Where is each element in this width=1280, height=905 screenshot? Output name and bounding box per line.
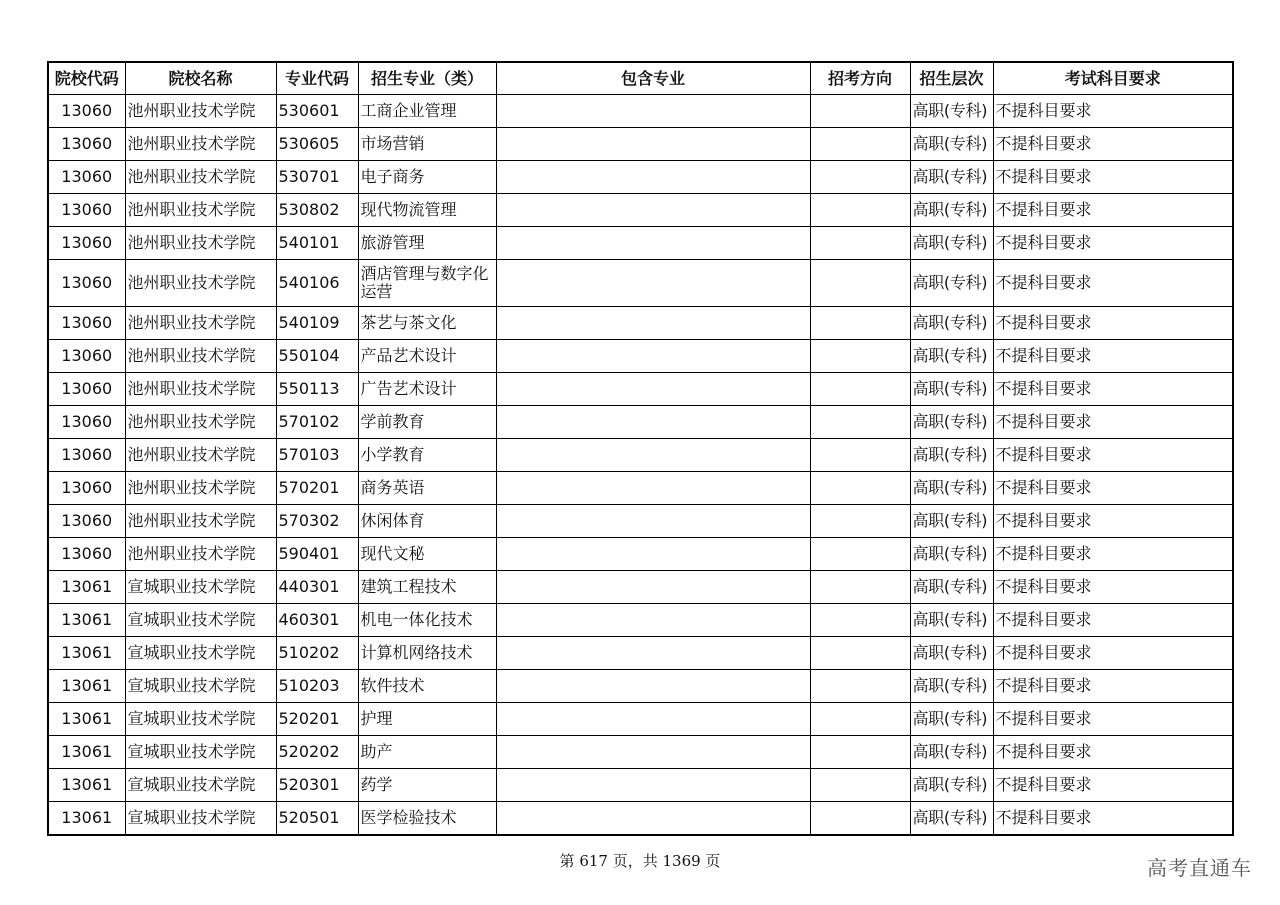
level-cell: 高职(专科) <box>910 227 993 260</box>
subject-requirement-cell: 不提科目要求 <box>993 194 1233 227</box>
school-name-cell: 池州职业技术学院 <box>125 406 276 439</box>
major-cell: 产品艺术设计 <box>358 340 496 373</box>
direction-cell <box>810 406 910 439</box>
major-cell: 小学教育 <box>358 439 496 472</box>
admissions-table <box>47 61 1234 836</box>
major-cell: 学前教育 <box>358 406 496 439</box>
school-code-cell: 13061 <box>48 769 125 802</box>
direction-cell <box>810 128 910 161</box>
table-row <box>48 439 1233 472</box>
subject-requirement-cell: 不提科目要求 <box>993 604 1233 637</box>
subject-requirement-cell: 不提科目要求 <box>993 340 1233 373</box>
table-row <box>48 95 1233 128</box>
direction-cell <box>810 373 910 406</box>
school-code-cell: 13061 <box>48 703 125 736</box>
school-name-cell: 池州职业技术学院 <box>125 538 276 571</box>
school-name-cell: 宣城职业技术学院 <box>125 802 276 836</box>
direction-cell <box>810 604 910 637</box>
table-header <box>48 62 1233 95</box>
level-cell: 高职(专科) <box>910 538 993 571</box>
major-code-cell: 520301 <box>276 769 358 802</box>
school-name-cell: 池州职业技术学院 <box>125 128 276 161</box>
major-code-cell: 570302 <box>276 505 358 538</box>
header-direction: 招考方向 <box>810 62 910 95</box>
included-majors-cell <box>496 736 810 769</box>
major-cell: 医学检验技术 <box>358 802 496 836</box>
table-body <box>48 95 1233 836</box>
school-code-cell: 13060 <box>48 340 125 373</box>
subject-requirement-cell: 不提科目要求 <box>993 637 1233 670</box>
included-majors-cell <box>496 340 810 373</box>
major-code-cell: 520501 <box>276 802 358 836</box>
school-name-cell: 池州职业技术学院 <box>125 161 276 194</box>
included-majors-cell <box>496 538 810 571</box>
included-majors-cell <box>496 604 810 637</box>
included-majors-cell <box>496 472 810 505</box>
subject-requirement-cell: 不提科目要求 <box>993 538 1233 571</box>
table-row <box>48 802 1233 836</box>
direction-cell <box>810 472 910 505</box>
subject-requirement-cell: 不提科目要求 <box>993 571 1233 604</box>
major-code-cell: 570102 <box>276 406 358 439</box>
included-majors-cell <box>496 571 810 604</box>
included-majors-cell <box>496 373 810 406</box>
major-cell: 酒店管理与数字化运营 <box>358 260 496 307</box>
major-code-cell: 530701 <box>276 161 358 194</box>
major-cell: 计算机网络技术 <box>358 637 496 670</box>
school-name-cell: 宣城职业技术学院 <box>125 703 276 736</box>
level-cell: 高职(专科) <box>910 505 993 538</box>
major-cell: 建筑工程技术 <box>358 571 496 604</box>
subject-requirement-cell: 不提科目要求 <box>993 802 1233 836</box>
school-code-cell: 13060 <box>48 373 125 406</box>
header-school-name: 院校名称 <box>125 62 276 95</box>
major-cell: 广告艺术设计 <box>358 373 496 406</box>
included-majors-cell <box>496 260 810 307</box>
school-code-cell: 13060 <box>48 538 125 571</box>
major-cell: 助产 <box>358 736 496 769</box>
level-cell: 高职(专科) <box>910 373 993 406</box>
direction-cell <box>810 703 910 736</box>
included-majors-cell <box>496 128 810 161</box>
direction-cell <box>810 260 910 307</box>
included-majors-cell <box>496 161 810 194</box>
included-majors-cell <box>496 505 810 538</box>
table-row <box>48 736 1233 769</box>
subject-requirement-cell: 不提科目要求 <box>993 373 1233 406</box>
subject-requirement-cell: 不提科目要求 <box>993 128 1233 161</box>
direction-cell <box>810 637 910 670</box>
school-code-cell: 13061 <box>48 670 125 703</box>
table-row <box>48 571 1233 604</box>
table-row <box>48 505 1233 538</box>
major-code-cell: 540101 <box>276 227 358 260</box>
school-name-cell: 宣城职业技术学院 <box>125 670 276 703</box>
major-cell: 电子商务 <box>358 161 496 194</box>
school-name-cell: 宣城职业技术学院 <box>125 571 276 604</box>
included-majors-cell <box>496 406 810 439</box>
major-cell: 市场营销 <box>358 128 496 161</box>
school-code-cell: 13061 <box>48 604 125 637</box>
level-cell: 高职(专科) <box>910 769 993 802</box>
major-code-cell: 530601 <box>276 95 358 128</box>
level-cell: 高职(专科) <box>910 736 993 769</box>
direction-cell <box>810 340 910 373</box>
watermark-logo-text: 高考直通车 <box>1147 856 1252 880</box>
subject-requirement-cell: 不提科目要求 <box>993 439 1233 472</box>
table-row <box>48 604 1233 637</box>
major-code-cell: 540106 <box>276 260 358 307</box>
subject-requirement-cell: 不提科目要求 <box>993 406 1233 439</box>
level-cell: 高职(专科) <box>910 340 993 373</box>
school-code-cell: 13060 <box>48 161 125 194</box>
subject-requirement-cell: 不提科目要求 <box>993 505 1233 538</box>
school-name-cell: 池州职业技术学院 <box>125 472 276 505</box>
school-name-cell: 池州职业技术学院 <box>125 260 276 307</box>
direction-cell <box>810 194 910 227</box>
included-majors-cell <box>496 703 810 736</box>
school-code-cell: 13060 <box>48 505 125 538</box>
school-name-cell: 宣城职业技术学院 <box>125 736 276 769</box>
level-cell: 高职(专科) <box>910 194 993 227</box>
header-included-majors: 包含专业 <box>496 62 810 95</box>
school-code-cell: 13061 <box>48 736 125 769</box>
header-subject-requirement: 考试科目要求 <box>993 62 1233 95</box>
level-cell: 高职(专科) <box>910 406 993 439</box>
direction-cell <box>810 670 910 703</box>
table-row <box>48 538 1233 571</box>
direction-cell <box>810 227 910 260</box>
major-code-cell: 540109 <box>276 307 358 340</box>
table-row <box>48 340 1233 373</box>
subject-requirement-cell: 不提科目要求 <box>993 260 1233 307</box>
subject-requirement-cell: 不提科目要求 <box>993 670 1233 703</box>
included-majors-cell <box>496 802 810 836</box>
table-row <box>48 406 1233 439</box>
school-code-cell: 13060 <box>48 194 125 227</box>
major-cell: 茶艺与茶文化 <box>358 307 496 340</box>
school-code-cell: 13060 <box>48 95 125 128</box>
level-cell: 高职(专科) <box>910 571 993 604</box>
school-name-cell: 池州职业技术学院 <box>125 340 276 373</box>
direction-cell <box>810 571 910 604</box>
major-code-cell: 520202 <box>276 736 358 769</box>
table-row <box>48 472 1233 505</box>
subject-requirement-cell: 不提科目要求 <box>993 736 1233 769</box>
level-cell: 高职(专科) <box>910 128 993 161</box>
included-majors-cell <box>496 95 810 128</box>
header-school-code: 院校代码 <box>48 62 125 95</box>
major-code-cell: 510202 <box>276 637 358 670</box>
direction-cell <box>810 538 910 571</box>
header-major-code: 专业代码 <box>276 62 358 95</box>
included-majors-cell <box>496 194 810 227</box>
level-cell: 高职(专科) <box>910 472 993 505</box>
level-cell: 高职(专科) <box>910 703 993 736</box>
major-code-cell: 550113 <box>276 373 358 406</box>
school-code-cell: 13060 <box>48 307 125 340</box>
school-name-cell: 池州职业技术学院 <box>125 373 276 406</box>
school-code-cell: 13060 <box>48 260 125 307</box>
subject-requirement-cell: 不提科目要求 <box>993 95 1233 128</box>
table-row <box>48 703 1233 736</box>
subject-requirement-cell: 不提科目要求 <box>993 703 1233 736</box>
school-name-cell: 池州职业技术学院 <box>125 307 276 340</box>
subject-requirement-cell: 不提科目要求 <box>993 769 1233 802</box>
header-level: 招生层次 <box>910 62 993 95</box>
major-code-cell: 440301 <box>276 571 358 604</box>
direction-cell <box>810 505 910 538</box>
major-code-cell: 590401 <box>276 538 358 571</box>
school-code-cell: 13060 <box>48 439 125 472</box>
school-name-cell: 池州职业技术学院 <box>125 439 276 472</box>
header-row <box>48 62 1233 95</box>
included-majors-cell <box>496 307 810 340</box>
major-cell: 商务英语 <box>358 472 496 505</box>
major-code-cell: 570103 <box>276 439 358 472</box>
level-cell: 高职(专科) <box>910 260 993 307</box>
school-name-cell: 宣城职业技术学院 <box>125 769 276 802</box>
table-row <box>48 670 1233 703</box>
table-row <box>48 307 1233 340</box>
table-row <box>48 769 1233 802</box>
table-row <box>48 128 1233 161</box>
major-code-cell: 570201 <box>276 472 358 505</box>
school-code-cell: 13060 <box>48 227 125 260</box>
level-cell: 高职(专科) <box>910 161 993 194</box>
level-cell: 高职(专科) <box>910 637 993 670</box>
level-cell: 高职(专科) <box>910 95 993 128</box>
major-cell: 旅游管理 <box>358 227 496 260</box>
table-row <box>48 194 1233 227</box>
table-row <box>48 637 1233 670</box>
major-cell: 机电一体化技术 <box>358 604 496 637</box>
direction-cell <box>810 95 910 128</box>
header-major: 招生专业（类） <box>358 62 496 95</box>
direction-cell <box>810 802 910 836</box>
school-code-cell: 13061 <box>48 571 125 604</box>
included-majors-cell <box>496 227 810 260</box>
direction-cell <box>810 161 910 194</box>
page-number: 第 617 页，共 1369 页 <box>559 852 721 870</box>
school-name-cell: 池州职业技术学院 <box>125 227 276 260</box>
major-code-cell: 530802 <box>276 194 358 227</box>
major-cell: 软件技术 <box>358 670 496 703</box>
table-row <box>48 260 1233 307</box>
major-cell: 护理 <box>358 703 496 736</box>
included-majors-cell <box>496 637 810 670</box>
subject-requirement-cell: 不提科目要求 <box>993 227 1233 260</box>
table-row <box>48 373 1233 406</box>
school-name-cell: 池州职业技术学院 <box>125 194 276 227</box>
direction-cell <box>810 769 910 802</box>
direction-cell <box>810 439 910 472</box>
subject-requirement-cell: 不提科目要求 <box>993 472 1233 505</box>
major-code-cell: 460301 <box>276 604 358 637</box>
level-cell: 高职(专科) <box>910 670 993 703</box>
school-name-cell: 宣城职业技术学院 <box>125 604 276 637</box>
major-code-cell: 530605 <box>276 128 358 161</box>
school-code-cell: 13060 <box>48 128 125 161</box>
major-code-cell: 520201 <box>276 703 358 736</box>
direction-cell <box>810 736 910 769</box>
school-code-cell: 13061 <box>48 802 125 836</box>
table-row <box>48 227 1233 260</box>
subject-requirement-cell: 不提科目要求 <box>993 307 1233 340</box>
level-cell: 高职(专科) <box>910 604 993 637</box>
subject-requirement-cell: 不提科目要求 <box>993 161 1233 194</box>
school-code-cell: 13060 <box>48 406 125 439</box>
level-cell: 高职(专科) <box>910 439 993 472</box>
major-cell: 药学 <box>358 769 496 802</box>
school-name-cell: 宣城职业技术学院 <box>125 637 276 670</box>
included-majors-cell <box>496 670 810 703</box>
major-code-cell: 510203 <box>276 670 358 703</box>
school-code-cell: 13061 <box>48 637 125 670</box>
level-cell: 高职(专科) <box>910 307 993 340</box>
school-name-cell: 池州职业技术学院 <box>125 95 276 128</box>
included-majors-cell <box>496 439 810 472</box>
school-code-cell: 13060 <box>48 472 125 505</box>
major-code-cell: 550104 <box>276 340 358 373</box>
direction-cell <box>810 307 910 340</box>
table-row <box>48 161 1233 194</box>
level-cell: 高职(专科) <box>910 802 993 836</box>
major-cell: 休闲体育 <box>358 505 496 538</box>
major-cell: 现代文秘 <box>358 538 496 571</box>
school-name-cell: 池州职业技术学院 <box>125 505 276 538</box>
included-majors-cell <box>496 769 810 802</box>
major-cell: 现代物流管理 <box>358 194 496 227</box>
major-cell: 工商企业管理 <box>358 95 496 128</box>
